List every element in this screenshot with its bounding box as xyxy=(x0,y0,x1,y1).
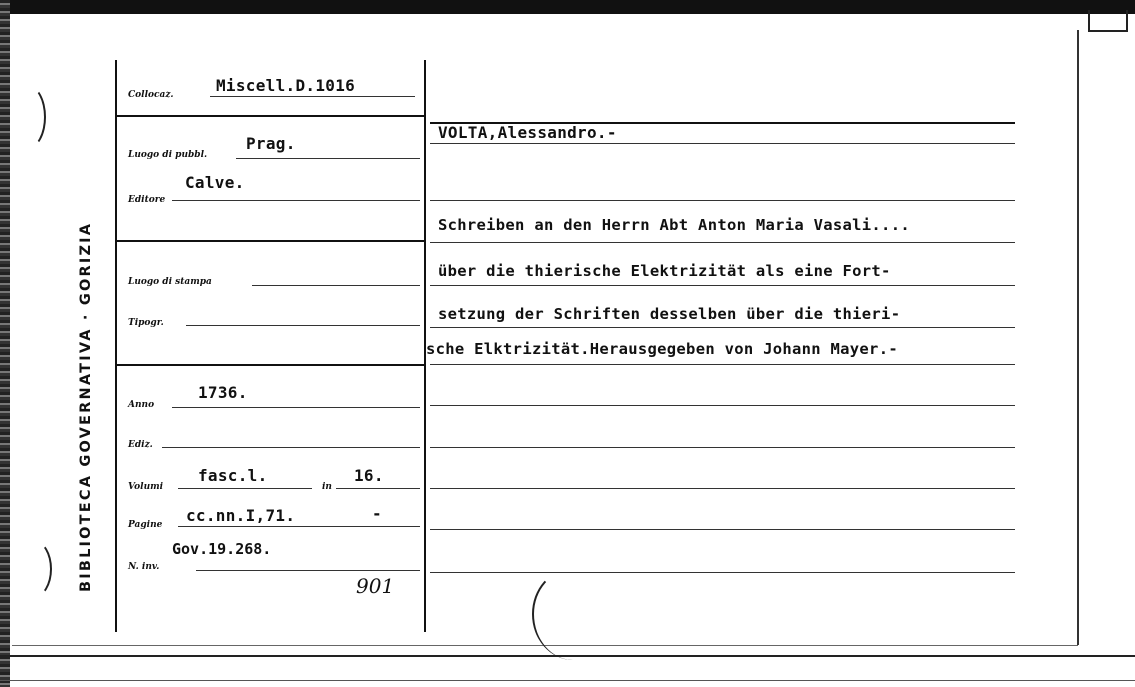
right-rule-4 xyxy=(430,285,1015,286)
punch-hole-bottom xyxy=(532,568,614,660)
value-volumi-format: 16. xyxy=(354,466,384,485)
tipogr-section-rule xyxy=(115,364,425,366)
collocaz-underline xyxy=(210,96,415,97)
title-line-3: setzung der Schriften desselben über die thieri- xyxy=(438,305,901,323)
title-line-4: sche Elktrizität.Herausgegeben von Johann Mayer.- xyxy=(426,340,898,358)
right-rule-1 xyxy=(430,143,1015,144)
scan-border-top xyxy=(0,0,1135,14)
value-volumi: fasc.l. xyxy=(198,466,268,485)
label-luogo-pubbl: Luogo di pubbl. xyxy=(128,150,208,160)
punch-hole-left-top xyxy=(10,85,46,149)
scan-border-left xyxy=(0,0,10,687)
scan-border-bottom-2 xyxy=(0,680,1135,681)
card-right-edge xyxy=(1077,30,1079,645)
pagine-line xyxy=(178,526,420,527)
volumi-format-line xyxy=(336,488,420,489)
top-rule-left xyxy=(115,115,425,117)
right-rule-3 xyxy=(430,242,1015,243)
library-name: BIBLIOTECA GOVERNATIVA · GORIZIA xyxy=(78,221,94,592)
label-n-inv: N. inv. xyxy=(128,562,160,572)
value-pagine: cc.nn.I,71. xyxy=(186,506,296,525)
label-volumi-in: in xyxy=(322,482,332,492)
luogo-stampa-line xyxy=(252,285,420,286)
right-rule-5 xyxy=(430,327,1015,328)
label-volumi: Volumi xyxy=(128,482,164,492)
label-luogo-stampa: Luogo di stampa xyxy=(128,277,212,287)
volumi-line xyxy=(178,488,312,489)
value-collocazione: Miscell.D.1016 xyxy=(216,76,356,95)
ediz-line xyxy=(162,447,420,448)
author-heading: VOLTA,Alessandro.- xyxy=(438,123,617,142)
value-luogo-pubbl: Prag. xyxy=(246,134,296,153)
editore-line xyxy=(172,200,420,201)
punch-hole-left-bottom xyxy=(16,540,52,598)
right-rule-11 xyxy=(430,572,1015,573)
label-anno: Anno xyxy=(128,400,155,410)
right-rule-2 xyxy=(430,200,1015,201)
value-editore: Calve. xyxy=(185,173,245,192)
editore-rule xyxy=(115,240,425,242)
label-collocazione: Collocaz. xyxy=(128,90,174,100)
luogo-pubbl-line xyxy=(236,158,420,159)
title-line-2: über die thierische Elektrizität als eine Fort- xyxy=(438,262,891,280)
value-n-inv: Gov.19.268. xyxy=(172,540,272,558)
label-ediz: Ediz. xyxy=(128,440,153,450)
card-corner-tab xyxy=(1088,10,1128,32)
right-rule-7 xyxy=(430,405,1015,406)
value-anno: 1736. xyxy=(198,383,248,402)
right-rule-6 xyxy=(430,364,1015,365)
right-rule-9 xyxy=(430,488,1015,489)
right-rule-10 xyxy=(430,529,1015,530)
value-pagine-extra: - xyxy=(372,504,382,523)
left-divider xyxy=(115,60,117,632)
tipogr-line xyxy=(186,325,420,326)
handwritten-inventory-number: 901 xyxy=(356,574,395,598)
label-editore: Editore xyxy=(128,195,166,205)
title-line-1: Schreiben an den Herrn Abt Anton Maria Vasali.... xyxy=(438,216,910,234)
anno-line xyxy=(172,407,420,408)
right-rule-8 xyxy=(430,447,1015,448)
label-tipogr: Tipogr. xyxy=(128,318,164,328)
label-pagine: Pagine xyxy=(128,520,163,530)
n-inv-line xyxy=(196,570,420,571)
